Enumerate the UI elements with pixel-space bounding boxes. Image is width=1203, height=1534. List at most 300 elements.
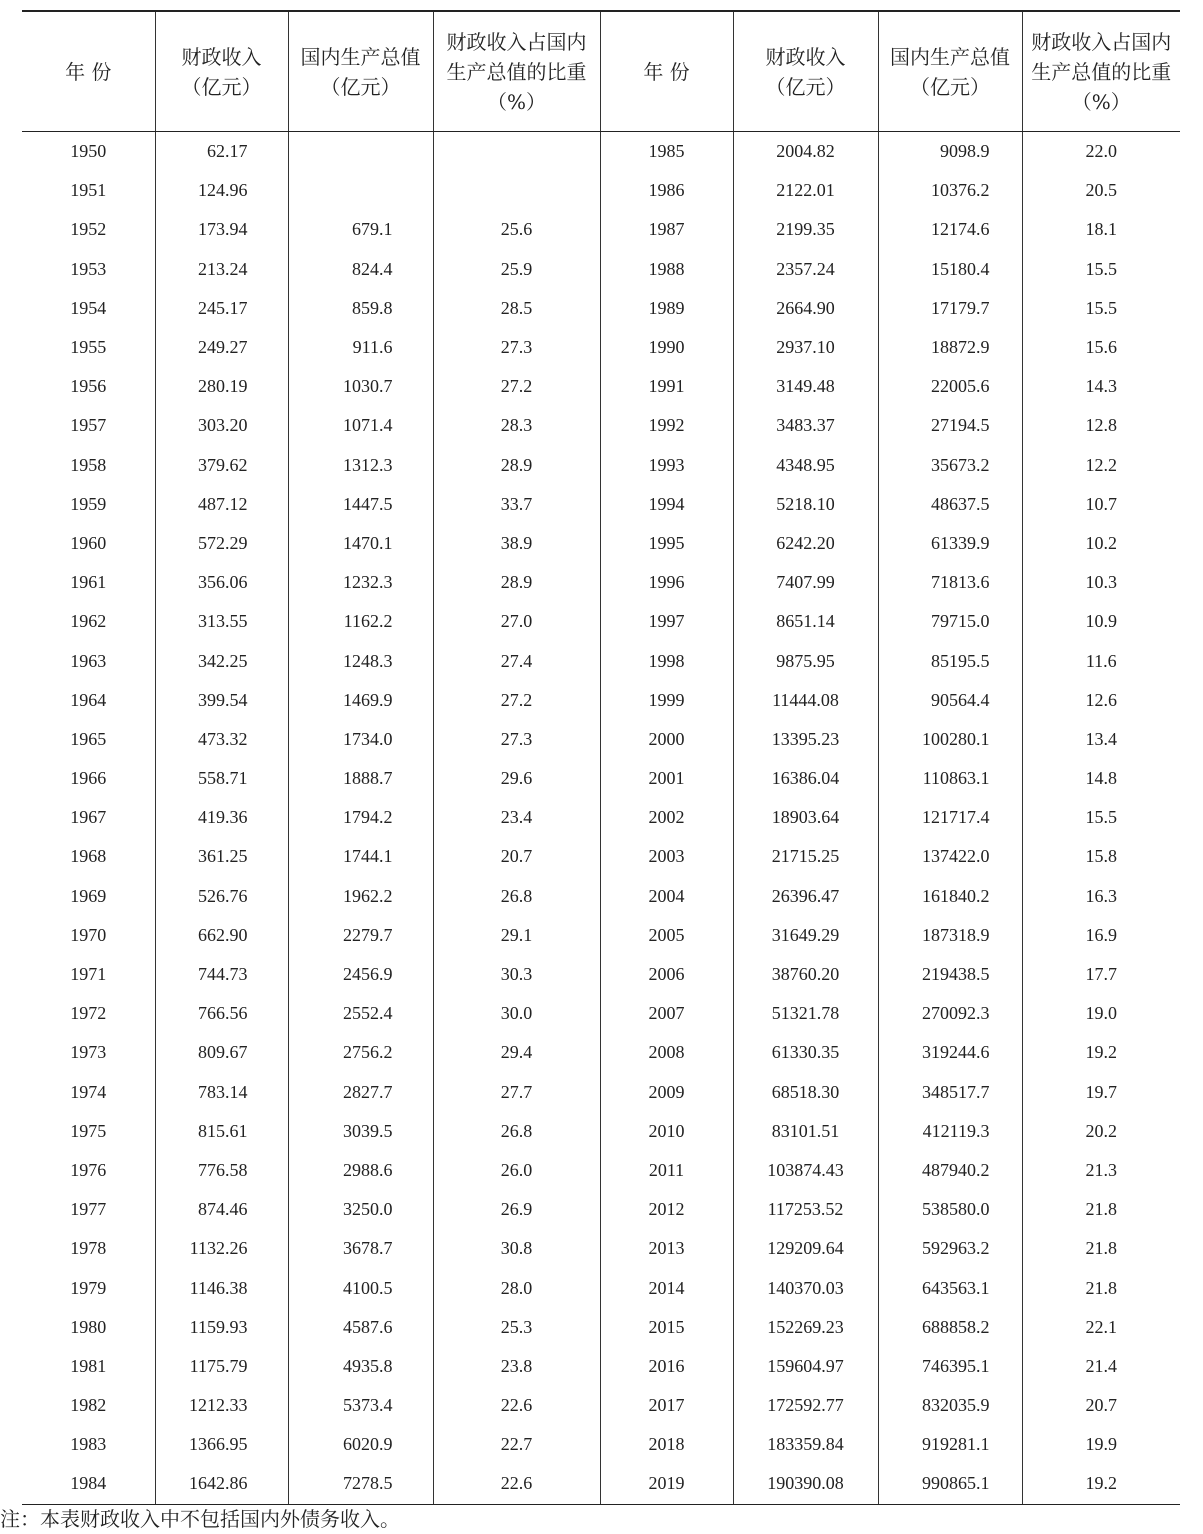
cell-right-ratio: 17.7 — [1085, 964, 1117, 985]
cell-right-gdp: 15180.4 — [878, 250, 1022, 289]
cell-right-year: 2000 — [600, 720, 733, 759]
cell-right-ratio: 15.5 — [1085, 807, 1117, 828]
cell-right-revenue: 190390.08 — [733, 1464, 878, 1504]
header-revenue-2 — [733, 11, 878, 132]
table-row — [22, 641, 1180, 680]
cell-left-year: 1955 — [22, 328, 155, 367]
cell-right-revenue: 140370.03 — [733, 1268, 878, 1307]
cell-left-revenue: 572.29 — [155, 524, 288, 563]
cell-right-gdp: 487940.2 — [878, 1151, 1022, 1190]
cell-right-gdp: 832035.9 — [878, 1386, 1022, 1425]
cell-left-year: 1983 — [22, 1425, 155, 1464]
cell-right-revenue: 172592.77 — [733, 1386, 878, 1425]
table-row — [22, 1347, 1180, 1386]
cell-left-year: 1982 — [22, 1386, 155, 1425]
cell-right-gdp: 270092.3 — [878, 994, 1022, 1033]
cell-left-gdp: 3039.5 — [288, 1112, 433, 1151]
header-ratio-line2: 生产总值的比重 — [446, 59, 587, 84]
cell-left-year: 1954 — [22, 289, 155, 328]
header-ratio — [433, 11, 600, 132]
cell-left-revenue: 379.62 — [155, 446, 288, 485]
cell-left-ratio: 26.8 — [433, 877, 600, 916]
cell-left-ratio: 28.9 — [433, 563, 600, 602]
header-revenue-line1-2: 财政收入 — [765, 44, 846, 69]
header-gdp-line1: 国内生产总值 — [300, 44, 421, 69]
cell-right-year: 2012 — [600, 1190, 733, 1229]
cell-left-year: 1951 — [22, 171, 155, 210]
cell-left-revenue: 303.20 — [155, 406, 288, 445]
cell-right-year: 2007 — [600, 994, 733, 1033]
cell-right-year: 1992 — [600, 406, 733, 445]
cell-right-revenue: 6242.20 — [733, 524, 878, 563]
cell-right-gdp: 10376.2 — [878, 171, 1022, 210]
cell-left-year: 1981 — [22, 1347, 155, 1386]
table-row — [22, 1151, 1180, 1190]
table-row — [22, 877, 1180, 916]
cell-left-gdp: 1888.7 — [288, 759, 433, 798]
cell-left-year: 1975 — [22, 1112, 155, 1151]
cell-right-year: 2003 — [600, 837, 733, 876]
cell-right-ratio: 12.6 — [1085, 689, 1117, 710]
cell-right-year: 1987 — [600, 210, 733, 249]
header-ratio-line2-2: 生产总值的比重 — [1031, 59, 1172, 84]
cell-left-gdp: 2988.6 — [288, 1151, 433, 1190]
header-ratio-line3: （%） — [486, 89, 546, 114]
cell-left-ratio: 28.3 — [433, 406, 600, 445]
cell-right-year: 1985 — [600, 132, 733, 172]
cell-right-ratio: 15.6 — [1085, 337, 1117, 358]
cell-right-revenue: 21715.25 — [733, 837, 878, 876]
header-ratio-line1-2: 财政收入占国内 — [1031, 29, 1172, 54]
cell-left-ratio: 27.7 — [433, 1073, 600, 1112]
cell-right-gdp: 161840.2 — [878, 877, 1022, 916]
cell-right-gdp: 85195.5 — [878, 641, 1022, 680]
header-gdp-line1-2: 国内生产总值 — [890, 44, 1010, 69]
cell-right-gdp: 22005.6 — [878, 367, 1022, 406]
table-row — [22, 446, 1180, 485]
table-row — [22, 1073, 1180, 1112]
table-row — [22, 602, 1180, 641]
cell-left-year: 1966 — [22, 759, 155, 798]
cell-right-revenue: 2664.90 — [733, 289, 878, 328]
cell-left-year: 1976 — [22, 1151, 155, 1190]
cell-right-year: 1995 — [600, 524, 733, 563]
cell-right-ratio: 21.8 — [1085, 1238, 1117, 1259]
cell-left-gdp: 1030.7 — [288, 367, 433, 406]
cell-left-ratio: 26.9 — [433, 1190, 600, 1229]
cell-right-ratio: 19.2 — [1085, 1042, 1117, 1063]
cell-right-year: 1990 — [600, 328, 733, 367]
cell-right-gdp: 90564.4 — [878, 681, 1022, 720]
table-body — [22, 132, 1180, 1505]
header-year — [22, 11, 155, 132]
cell-right-ratio: 20.2 — [1085, 1120, 1117, 1141]
cell-left-gdp: 1162.2 — [288, 602, 433, 641]
table-row — [22, 367, 1180, 406]
cell-left-revenue: 744.73 — [155, 955, 288, 994]
cell-left-ratio: 30.8 — [433, 1229, 600, 1268]
table-row — [22, 250, 1180, 289]
table-row — [22, 524, 1180, 563]
cell-left-gdp: 859.8 — [288, 289, 433, 328]
cell-left-revenue: 124.96 — [155, 171, 288, 210]
cell-right-gdp: 18872.9 — [878, 328, 1022, 367]
cell-left-gdp: 2279.7 — [288, 916, 433, 955]
cell-left-year: 1973 — [22, 1033, 155, 1072]
cell-right-ratio: 22.1 — [1085, 1316, 1117, 1337]
table-row — [22, 681, 1180, 720]
cell-right-ratio: 19.7 — [1085, 1081, 1117, 1102]
cell-right-ratio: 14.3 — [1085, 376, 1117, 397]
cell-right-gdp: 538580.0 — [878, 1190, 1022, 1229]
cell-right-ratio: 13.4 — [1085, 728, 1117, 749]
cell-left-ratio: 28.5 — [433, 289, 600, 328]
cell-right-revenue: 61330.35 — [733, 1033, 878, 1072]
cell-left-ratio: 27.2 — [433, 681, 600, 720]
cell-left-revenue: 342.25 — [155, 641, 288, 680]
cell-left-gdp: 1734.0 — [288, 720, 433, 759]
cell-right-year: 1996 — [600, 563, 733, 602]
cell-left-year: 1974 — [22, 1073, 155, 1112]
cell-right-year: 2002 — [600, 798, 733, 837]
header-ratio-2 — [1022, 11, 1180, 132]
cell-left-gdp: 1232.3 — [288, 563, 433, 602]
cell-right-revenue: 3483.37 — [733, 406, 878, 445]
cell-right-ratio: 10.7 — [1085, 493, 1117, 514]
cell-left-revenue: 173.94 — [155, 210, 288, 249]
cell-right-revenue: 4348.95 — [733, 446, 878, 485]
table-row — [22, 720, 1180, 759]
cell-left-ratio: 29.6 — [433, 759, 600, 798]
cell-left-ratio — [433, 132, 600, 172]
cell-right-year: 1989 — [600, 289, 733, 328]
cell-right-revenue: 3149.48 — [733, 367, 878, 406]
cell-left-revenue: 526.76 — [155, 877, 288, 916]
cell-left-year: 1977 — [22, 1190, 155, 1229]
cell-right-revenue: 2004.82 — [733, 132, 878, 172]
cell-right-ratio: 21.4 — [1085, 1355, 1117, 1376]
cell-right-revenue: 152269.23 — [733, 1308, 878, 1347]
cell-right-gdp: 412119.3 — [878, 1112, 1022, 1151]
cell-right-revenue: 9875.95 — [733, 641, 878, 680]
table-row — [22, 132, 1180, 172]
cell-left-revenue: 809.67 — [155, 1033, 288, 1072]
cell-left-year: 1961 — [22, 563, 155, 602]
cell-right-revenue: 2937.10 — [733, 328, 878, 367]
cell-left-ratio: 27.4 — [433, 641, 600, 680]
table-row — [22, 289, 1180, 328]
cell-left-year: 1965 — [22, 720, 155, 759]
cell-right-year: 2004 — [600, 877, 733, 916]
table-row — [22, 1229, 1180, 1268]
cell-right-year: 2008 — [600, 1033, 733, 1072]
cell-right-revenue: 117253.52 — [733, 1190, 878, 1229]
cell-right-ratio: 12.2 — [1085, 454, 1117, 475]
cell-left-ratio: 29.4 — [433, 1033, 600, 1072]
cell-left-ratio: 27.3 — [433, 720, 600, 759]
cell-right-gdp: 9098.9 — [878, 132, 1022, 172]
cell-left-year: 1959 — [22, 485, 155, 524]
cell-right-gdp: 79715.0 — [878, 602, 1022, 641]
cell-right-gdp: 348517.7 — [878, 1073, 1022, 1112]
cell-right-gdp: 990865.1 — [878, 1464, 1022, 1504]
cell-left-year: 1968 — [22, 837, 155, 876]
cell-right-year: 2001 — [600, 759, 733, 798]
cell-left-year: 1979 — [22, 1268, 155, 1307]
table-row — [22, 1464, 1180, 1504]
cell-right-year: 2006 — [600, 955, 733, 994]
table-row — [22, 955, 1180, 994]
cell-right-ratio: 14.8 — [1085, 768, 1117, 789]
cell-left-ratio: 26.0 — [433, 1151, 600, 1190]
header-revenue-line2: （亿元） — [181, 74, 262, 99]
cell-right-year: 1986 — [600, 171, 733, 210]
cell-left-ratio: 27.3 — [433, 328, 600, 367]
cell-left-year: 1952 — [22, 210, 155, 249]
cell-left-ratio: 23.4 — [433, 798, 600, 837]
cell-left-year: 1970 — [22, 916, 155, 955]
cell-left-revenue: 245.17 — [155, 289, 288, 328]
header-year-label: 年 份 — [65, 59, 112, 84]
cell-left-revenue: 213.24 — [155, 250, 288, 289]
cell-left-year: 1978 — [22, 1229, 155, 1268]
cell-left-ratio: 22.6 — [433, 1464, 600, 1504]
cell-right-ratio: 20.7 — [1085, 1395, 1117, 1416]
cell-right-ratio: 15.5 — [1085, 258, 1117, 279]
cell-right-revenue: 18903.64 — [733, 798, 878, 837]
cell-left-ratio: 28.0 — [433, 1268, 600, 1307]
cell-left-ratio: 20.7 — [433, 837, 600, 876]
cell-left-gdp: 5373.4 — [288, 1386, 433, 1425]
cell-left-ratio: 29.1 — [433, 916, 600, 955]
cell-left-ratio: 25.3 — [433, 1308, 600, 1347]
cell-right-gdp: 219438.5 — [878, 955, 1022, 994]
table-row — [22, 837, 1180, 876]
cell-left-ratio: 25.9 — [433, 250, 600, 289]
cell-right-ratio: 19.2 — [1022, 1464, 1180, 1504]
cell-left-ratio: 22.6 — [433, 1386, 600, 1425]
cell-right-year: 2018 — [600, 1425, 733, 1464]
header-gdp-line2: （亿元） — [320, 74, 401, 99]
cell-left-gdp — [288, 171, 433, 210]
cell-left-year: 1958 — [22, 446, 155, 485]
cell-right-gdp: 746395.1 — [878, 1347, 1022, 1386]
cell-left-revenue: 280.19 — [155, 367, 288, 406]
cell-right-year: 2014 — [600, 1268, 733, 1307]
cell-left-year: 1950 — [22, 132, 155, 172]
cell-left-ratio: 25.6 — [433, 210, 600, 249]
cell-left-year: 1956 — [22, 367, 155, 406]
cell-right-year: 1994 — [600, 485, 733, 524]
cell-left-revenue: 473.32 — [155, 720, 288, 759]
cell-right-ratio: 11.6 — [1085, 650, 1117, 671]
cell-right-revenue: 8651.14 — [733, 602, 878, 641]
cell-right-ratio: 10.9 — [1085, 611, 1117, 632]
cell-left-year: 1984 — [22, 1464, 155, 1504]
cell-right-ratio: 21.8 — [1085, 1199, 1117, 1220]
cell-left-gdp: 1312.3 — [288, 446, 433, 485]
cell-left-year: 1957 — [22, 406, 155, 445]
cell-right-year: 1988 — [600, 250, 733, 289]
cell-right-year: 1991 — [600, 367, 733, 406]
cell-right-gdp: 187318.9 — [878, 916, 1022, 955]
cell-right-revenue: 183359.84 — [733, 1425, 878, 1464]
fiscal-revenue-table-container — [22, 10, 1180, 1505]
cell-left-revenue: 766.56 — [155, 994, 288, 1033]
cell-left-gdp: 6020.9 — [288, 1425, 433, 1464]
cell-left-gdp: 1962.2 — [288, 877, 433, 916]
cell-left-revenue: 662.90 — [155, 916, 288, 955]
cell-right-gdp: 71813.6 — [878, 563, 1022, 602]
cell-right-gdp: 643563.1 — [878, 1268, 1022, 1307]
cell-right-gdp: 110863.1 — [878, 759, 1022, 798]
cell-left-gdp: 3678.7 — [288, 1229, 433, 1268]
cell-right-ratio: 18.1 — [1085, 219, 1117, 240]
cell-right-year: 1998 — [600, 641, 733, 680]
cell-right-revenue: 68518.30 — [733, 1073, 878, 1112]
cell-left-ratio: 38.9 — [433, 524, 600, 563]
cell-left-revenue: 815.61 — [155, 1112, 288, 1151]
cell-left-year: 1960 — [22, 524, 155, 563]
cell-right-revenue: 2357.24 — [733, 250, 878, 289]
cell-right-year: 2016 — [600, 1347, 733, 1386]
cell-right-revenue: 13395.23 — [733, 720, 878, 759]
cell-right-revenue: 16386.04 — [733, 759, 878, 798]
cell-left-gdp: 4587.6 — [288, 1308, 433, 1347]
cell-left-gdp: 1469.9 — [288, 681, 433, 720]
cell-left-gdp: 911.6 — [288, 328, 433, 367]
fiscal-revenue-table — [22, 10, 1180, 1505]
cell-right-year: 2019 — [600, 1464, 733, 1504]
cell-left-revenue: 1159.93 — [155, 1308, 288, 1347]
cell-right-revenue: 83101.51 — [733, 1112, 878, 1151]
cell-right-year: 2015 — [600, 1308, 733, 1347]
cell-left-gdp — [288, 132, 433, 172]
table-row — [22, 798, 1180, 837]
cell-right-gdp: 121717.4 — [878, 798, 1022, 837]
cell-left-year: 1980 — [22, 1308, 155, 1347]
cell-left-year: 1953 — [22, 250, 155, 289]
table-row — [22, 1190, 1180, 1229]
cell-left-revenue: 399.54 — [155, 681, 288, 720]
cell-right-gdp: 100280.1 — [878, 720, 1022, 759]
cell-left-ratio: 27.2 — [433, 367, 600, 406]
header-revenue-line2-2: （亿元） — [765, 74, 846, 99]
cell-right-gdp: 61339.9 — [878, 524, 1022, 563]
cell-right-ratio: 19.0 — [1085, 1003, 1117, 1024]
table-row — [22, 1112, 1180, 1151]
cell-left-gdp: 4935.8 — [288, 1347, 433, 1386]
table-row — [22, 563, 1180, 602]
table-footnote: 注：本表财政收入中不包括国内外债务收入。 — [0, 1507, 400, 1531]
cell-right-revenue: 26396.47 — [733, 877, 878, 916]
header-year-label-2: 年 份 — [643, 59, 690, 84]
cell-right-year: 1999 — [600, 681, 733, 720]
cell-left-revenue: 487.12 — [155, 485, 288, 524]
cell-left-revenue: 249.27 — [155, 328, 288, 367]
cell-right-ratio: 16.9 — [1085, 924, 1117, 945]
cell-left-gdp: 7278.5 — [288, 1464, 433, 1504]
cell-left-ratio: 23.8 — [433, 1347, 600, 1386]
cell-right-revenue: 11444.08 — [733, 681, 878, 720]
cell-right-ratio: 20.5 — [1085, 180, 1117, 201]
header-gdp-2 — [878, 11, 1022, 132]
cell-right-ratio: 15.5 — [1085, 297, 1117, 318]
cell-right-ratio: 10.2 — [1085, 532, 1117, 553]
cell-right-revenue: 103874.43 — [733, 1151, 878, 1190]
cell-left-revenue: 1175.79 — [155, 1347, 288, 1386]
cell-left-ratio: 28.9 — [433, 446, 600, 485]
table-row — [22, 210, 1180, 249]
cell-right-ratio: 10.3 — [1085, 572, 1117, 593]
cell-left-year: 1964 — [22, 681, 155, 720]
cell-right-year: 2013 — [600, 1229, 733, 1268]
cell-right-revenue: 2199.35 — [733, 210, 878, 249]
cell-left-gdp: 4100.5 — [288, 1268, 433, 1307]
cell-right-revenue: 2122.01 — [733, 171, 878, 210]
header-year-2 — [600, 11, 733, 132]
cell-left-revenue: 1146.38 — [155, 1268, 288, 1307]
cell-left-ratio — [433, 171, 600, 210]
cell-right-year: 1993 — [600, 446, 733, 485]
cell-left-gdp: 3250.0 — [288, 1190, 433, 1229]
cell-right-gdp: 48637.5 — [878, 485, 1022, 524]
cell-left-gdp: 824.4 — [288, 250, 433, 289]
cell-right-revenue: 7407.99 — [733, 563, 878, 602]
header-gdp — [288, 11, 433, 132]
cell-right-year: 2010 — [600, 1112, 733, 1151]
cell-right-gdp: 27194.5 — [878, 406, 1022, 445]
cell-right-ratio: 12.8 — [1085, 415, 1117, 436]
cell-left-gdp: 1470.1 — [288, 524, 433, 563]
table-row — [22, 1308, 1180, 1347]
cell-left-revenue: 1132.26 — [155, 1229, 288, 1268]
table-row — [22, 1268, 1180, 1307]
cell-left-gdp: 1794.2 — [288, 798, 433, 837]
cell-left-gdp: 1071.4 — [288, 406, 433, 445]
table-row — [22, 1033, 1180, 1072]
cell-right-gdp: 319244.6 — [878, 1033, 1022, 1072]
cell-right-year: 1997 — [600, 602, 733, 641]
cell-left-revenue: 62.17 — [155, 132, 288, 172]
header-ratio-line1: 财政收入占国内 — [446, 29, 587, 54]
table-row — [22, 1386, 1180, 1425]
cell-left-gdp: 2552.4 — [288, 994, 433, 1033]
cell-left-revenue: 776.58 — [155, 1151, 288, 1190]
cell-right-revenue: 51321.78 — [733, 994, 878, 1033]
cell-right-ratio: 22.0 — [1085, 141, 1117, 162]
cell-right-ratio: 21.8 — [1085, 1277, 1117, 1298]
cell-left-year: 1969 — [22, 877, 155, 916]
cell-left-ratio: 22.7 — [433, 1425, 600, 1464]
cell-right-gdp: 17179.7 — [878, 289, 1022, 328]
cell-left-year: 1971 — [22, 955, 155, 994]
cell-left-gdp: 2456.9 — [288, 955, 433, 994]
cell-right-year: 2009 — [600, 1073, 733, 1112]
table-header-row — [22, 11, 1180, 132]
cell-left-year: 1963 — [22, 641, 155, 680]
cell-right-ratio: 15.8 — [1085, 846, 1117, 867]
cell-left-ratio: 30.0 — [433, 994, 600, 1033]
cell-right-year: 2017 — [600, 1386, 733, 1425]
cell-left-revenue: 783.14 — [155, 1073, 288, 1112]
cell-left-gdp: 1248.3 — [288, 641, 433, 680]
table-row — [22, 994, 1180, 1033]
cell-right-ratio: 19.9 — [1085, 1434, 1117, 1455]
cell-right-year: 2005 — [600, 916, 733, 955]
cell-left-ratio: 27.0 — [433, 602, 600, 641]
cell-left-revenue: 874.46 — [155, 1190, 288, 1229]
